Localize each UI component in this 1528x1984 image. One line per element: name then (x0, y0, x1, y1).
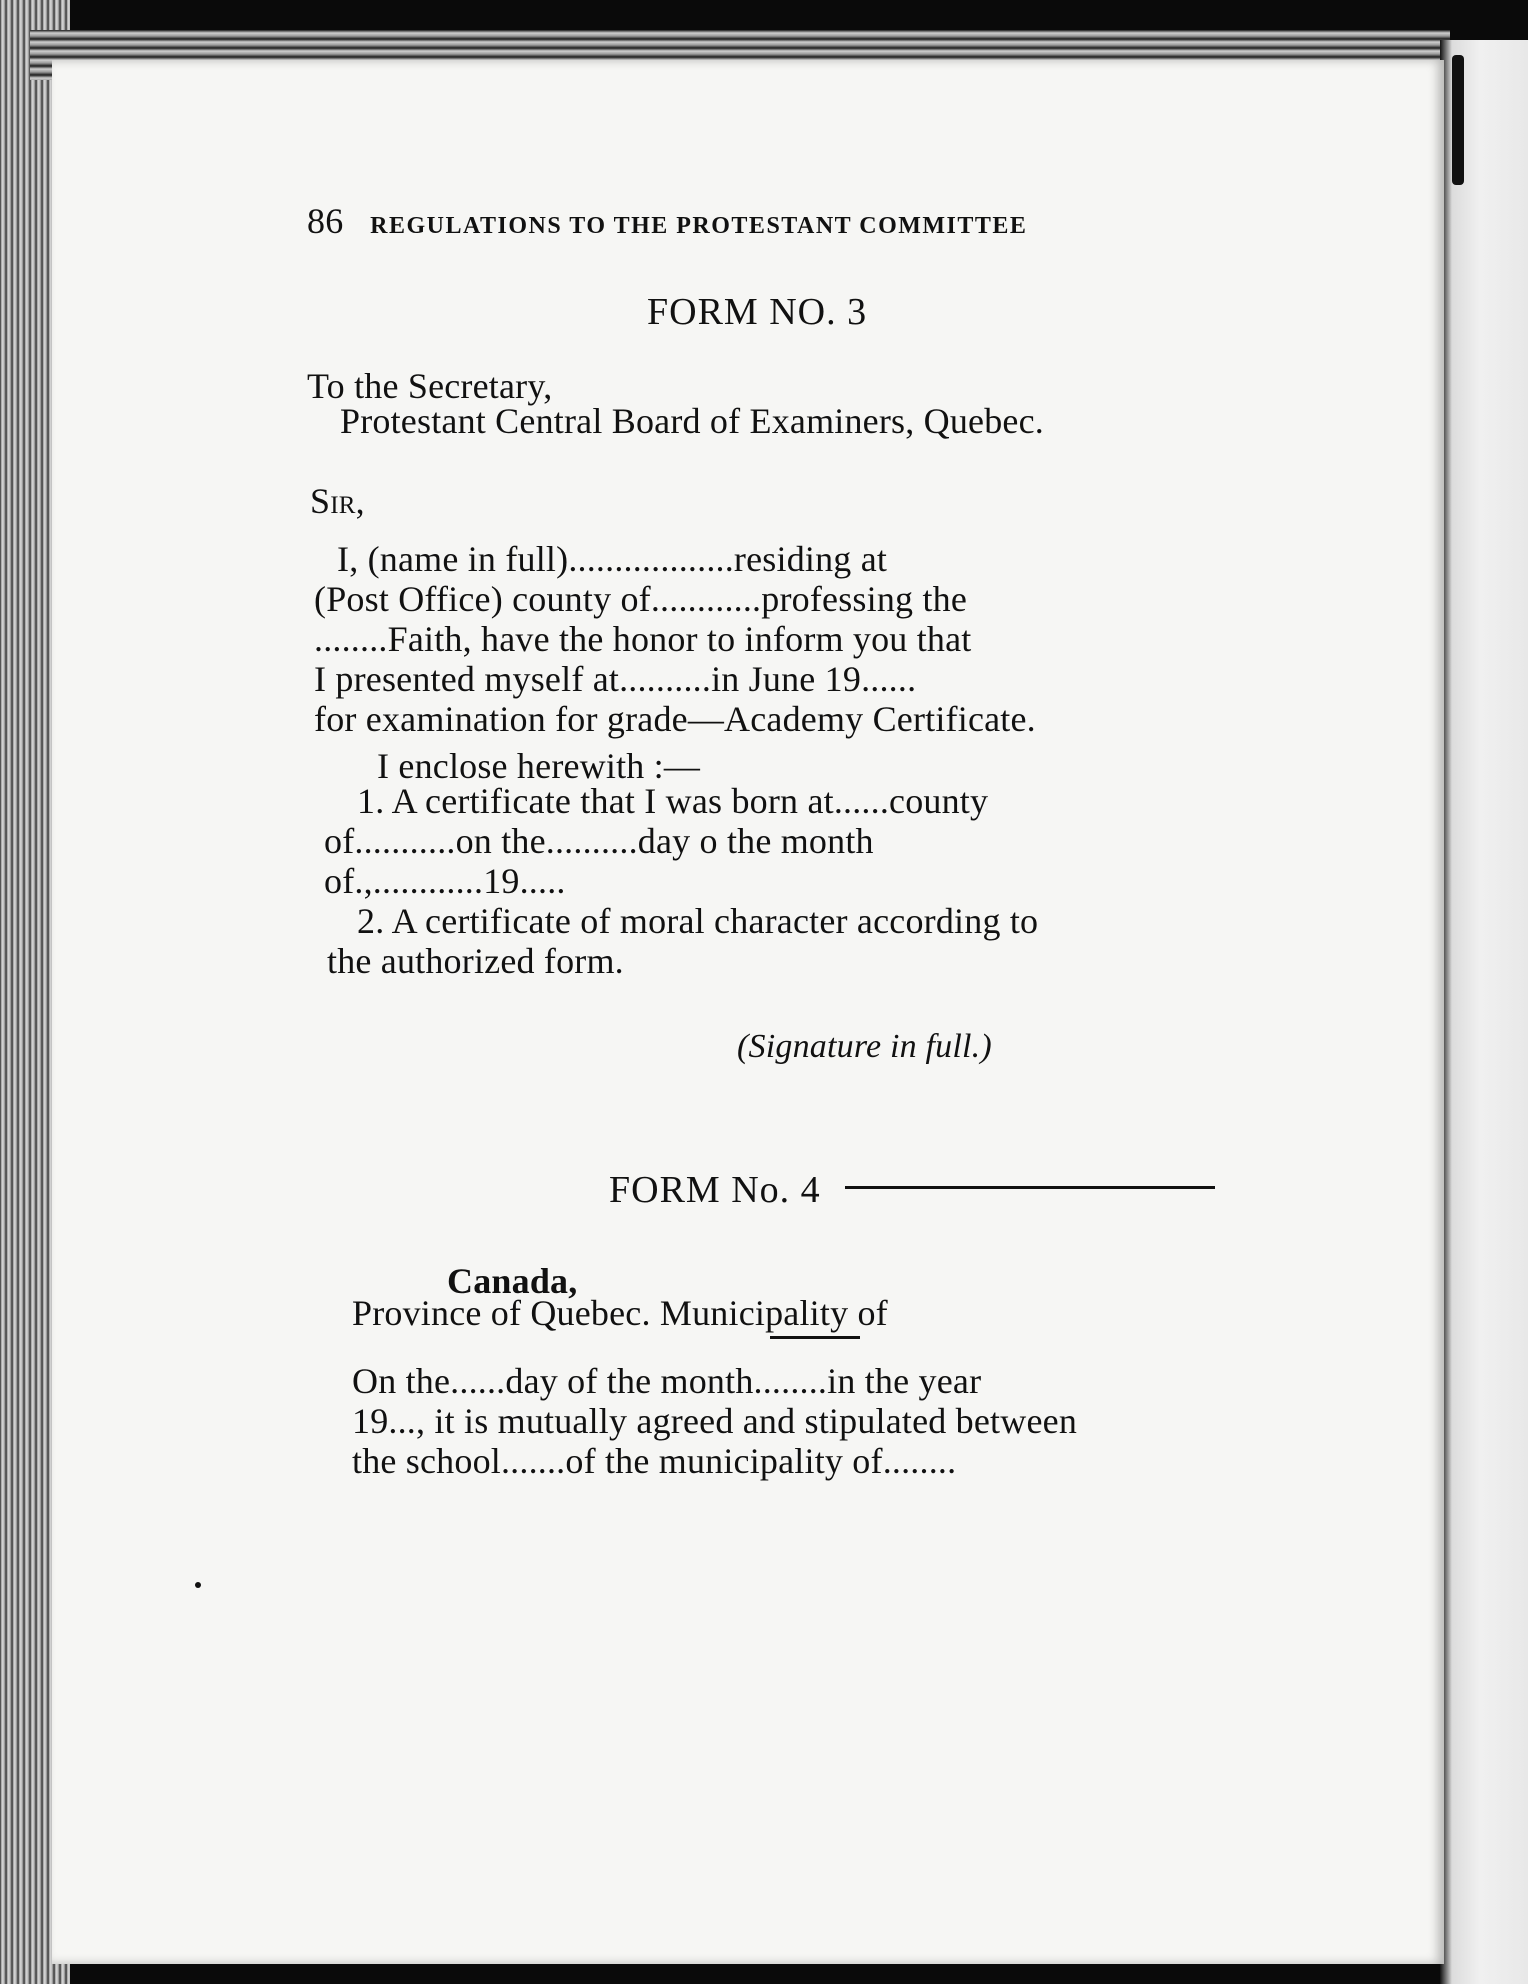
form4-line2: Province of Quebec. Municipality of (352, 1293, 888, 1333)
form3-title: FORM NO. 3 (647, 291, 868, 333)
page-number: 86 (307, 201, 344, 241)
form3-body-line1: I, (name in full)..................residing at (337, 539, 888, 579)
signature-label: (Signature in full.) (737, 1028, 992, 1065)
form4-body-line1: On the......day of the month........in the year (352, 1361, 982, 1401)
form3-body-line3: ........Faith, have the honor to inform you that (314, 619, 972, 659)
form3-body-line5: for examination for grade—Academy Certificate. (314, 699, 1036, 739)
form3-item1-line3: of.,............19..... (324, 861, 566, 901)
form4-body-line3: the school.......of the municipality of........ (352, 1441, 957, 1481)
form3-body-line2: (Post Office) county of............professing the (314, 579, 968, 619)
section-divider (770, 1336, 860, 1339)
page-clip (1452, 55, 1464, 185)
form4-line1: Canada, (447, 1261, 578, 1301)
form3-address-line2: Protestant Central Board of Examiners, Quebec. (340, 401, 1044, 441)
form3-item2-line1: 2. A certificate of moral character according to (357, 901, 1039, 941)
form3-enclose: I enclose herewith :— (377, 746, 701, 786)
running-title: REGULATIONS TO THE PROTESTANT COMMITTEE (370, 213, 1028, 239)
form3-item1-line2: of...........on the..........day o the month (324, 821, 874, 861)
running-header (307, 200, 1027, 242)
form4-title: FORM No. 4 (609, 1169, 821, 1211)
signature-line (845, 1186, 1215, 1189)
form3-item1-line1: 1. A certificate that I was born at......county (357, 781, 989, 821)
stray-dot (195, 1582, 201, 1588)
form3-item2-line2: the authorized form. (327, 941, 624, 981)
form3-salutation: Sir, (310, 481, 365, 521)
form3-address-line1: To the Secretary, (307, 366, 553, 406)
form3-body-line4: I presented myself at..........in June 19...... (314, 659, 917, 699)
facing-page-edge (1440, 40, 1528, 1984)
document-page (52, 60, 1444, 1964)
form4-body-line2: 19..., it is mutually agreed and stipulated between (352, 1401, 1078, 1441)
